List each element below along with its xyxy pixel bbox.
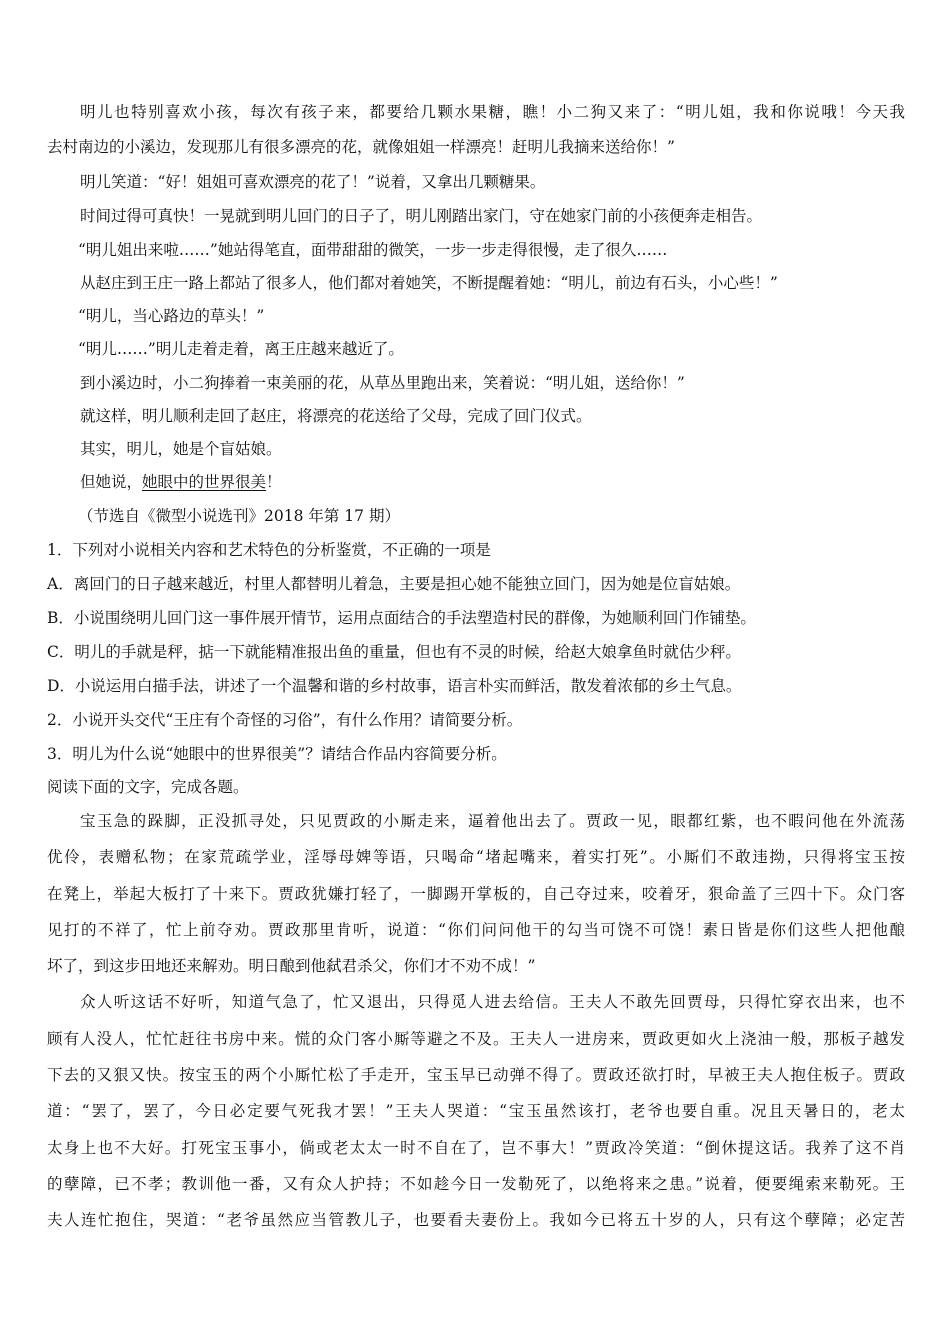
passage-2-paragraph-1-line-5: 坏了，到这步田地还来解劝。明日酿到他弑君杀父，你们才不劝不成！” xyxy=(47,957,536,975)
passage-2-paragraph-2-line-3: 下去的又狠又快。按宝玉的两个小厮忙松了手走开，宝玉早已动弹不得了。贾政还欲打时，早被王夫人抱住板子。贾政 xyxy=(47,1066,905,1084)
passage-2-paragraph-1-line-4: 见打的不祥了，忙上前夺劝。贾政那里肯听，说道：“你们问问他干的勾当可饶不可饶！素日皆是你们这些人把他酿 xyxy=(47,921,905,939)
story-paragraph-7: “明儿……”明儿走着走着，离王庄越来越近了。 xyxy=(78,340,404,358)
passage-2-paragraph-2-line-5: 太身上也不大好。打死宝玉事小，倘或老太太一时不自在了，岂不事大！”贾政冷笑道：“倒休提这话。我养了这不肖 xyxy=(47,1139,905,1157)
story-paragraph-11-suffix: ！ xyxy=(266,473,282,491)
story-paragraph-11 xyxy=(80,472,282,492)
question-2: 2．小说开头交代“王庄有个奇怪的习俗”，有什么作用？请简要分析。 xyxy=(47,711,523,729)
passage-2-paragraph-1-line-2: 优伶，表赠私物；在家荒疏学业，淫辱母婢等语，只喝命“堵起嘴来，着实打死”。小厮们不敢违拗，只得将宝玉按 xyxy=(47,848,905,866)
source-citation: （节选自《微型小说选刊》2018 年第 17 期） xyxy=(78,507,400,525)
story-paragraph-4: “明儿姐出来啦……”她站得笔直，面带甜甜的微笑，一步一步走得很慢，走了很久…… xyxy=(78,241,668,259)
question-1-option-d: D．小说运用白描手法，讲述了一个温馨和谐的乡村故事，语言朴实而鲜活，散发着浓郁的乡土气息。 xyxy=(47,677,742,695)
passage-2-paragraph-2-line-1: 众人听这话不好听，知道气急了，忙又退出，只得觅人进去给信。王夫人不敢先回贾母，只得忙穿衣出来，也不 xyxy=(80,993,905,1011)
underlined-phrase: 她眼中的世界很美 xyxy=(142,473,267,491)
passage-2-paragraph-2-line-6: 的孽障，已不孝；教训他一番，又有众人护持；不如趁今日一发勒死了，以绝将来之患。”说着，便要绳索来勒死。王 xyxy=(47,1175,905,1193)
passage-2-paragraph-2-line-7: 夫人连忙抱住，哭道：“老爷虽然应当管教儿子，也要看夫妻份上。我如今已将五十岁的人，只有这个孽障；必定苦 xyxy=(47,1211,905,1229)
passage-2-paragraph-2-line-2: 顾有人没人，忙忙赶往书房中来。慌的众门客小厮等避之不及。王夫人一进房来，贾政更如火上浇油一般，那板子越发 xyxy=(47,1030,905,1048)
story-paragraph-10: 其实，明儿，她是个盲姑娘。 xyxy=(80,440,282,458)
story-paragraph-6: “明儿，当心路边的草头！” xyxy=(78,307,265,325)
passage-2-paragraph-2-line-4: 道：“罢了，罢了，今日必定要气死我才罢！”王夫人哭道：“宝玉虽然该打，老爷也要自重。况且天暑日的，老太 xyxy=(47,1102,905,1120)
story-paragraph-2: 明儿笑道：“好！姐姐可喜欢漂亮的花了！”说着，又拿出几颗糖果。 xyxy=(80,173,546,191)
passage-2-paragraph-1-line-3: 在凳上，举起大板打了十来下。贾政犹嫌打轻了，一脚踢开掌板的，自己夺过来，咬着牙，狠命盖了三四十下。众门客 xyxy=(47,885,905,903)
question-3: 3．明儿为什么说“她眼中的世界很美”？请结合作品内容简要分析。 xyxy=(47,745,507,763)
passage-2-paragraph-1-line-1: 宝玉急的跺脚，正没抓寻处，只见贾政的小厮走来，逼着他出去了。贾政一见，眼都红紫，也不暇问他在外流荡 xyxy=(80,812,905,830)
story-paragraph-11-prefix: 但她说， xyxy=(80,473,143,491)
question-1-option-b: B．小说围绕明儿回门这一事件展开情节，运用点面结合的手法塑造村民的群像，为她顺利回门作铺垫。 xyxy=(47,609,756,627)
story-paragraph-9: 就这样，明儿顺利走回了赵庄，将漂亮的花送给了父母，完成了回门仪式。 xyxy=(80,407,592,425)
question-1-option-a: A．离回门的日子越来越近，村里人都替明儿着急，主要是担心她不能独立回门，因为她是位盲姑娘。 xyxy=(47,575,741,593)
story-paragraph-8: 到小溪边时，小二狗捧着一束美丽的花，从草丛里跑出来，笑着说：“明儿姐，送给你！” xyxy=(80,374,685,392)
story-paragraph-3: 时间过得可真快！一晃就到明儿回门的日子了，明儿刚踏出家门，守在她家门前的小孩便奔走相告。 xyxy=(80,207,763,225)
story-paragraph-1-line-1: 明儿也特别喜欢小孩，每次有孩子来，都要给几颗水果糖，瞧！小二狗又来了：“明儿姐，我和你说哦！今天我 xyxy=(80,103,905,121)
story-paragraph-5: 从赵庄到王庄一路上都站了很多人，他们都对着她笑，不断提醒着她：“明儿，前边有石头，小心些！” xyxy=(80,274,778,292)
passage-2-intro: 阅读下面的文字，完成各题。 xyxy=(47,778,249,796)
question-1: 1．下列对小说相关内容和艺术特色的分析鉴赏，不正确的一项是 xyxy=(47,541,491,559)
question-1-option-c: C．明儿的手就是秤，掂一下就能精准报出鱼的重量，但也有不灵的时候，给赵大娘拿鱼时就估少秤。 xyxy=(47,643,741,661)
story-paragraph-1-line-2: 去村南边的小溪边，发现那儿有很多漂亮的花，就像姐姐一样漂亮！赶明儿我摘来送给你！” xyxy=(47,138,675,156)
